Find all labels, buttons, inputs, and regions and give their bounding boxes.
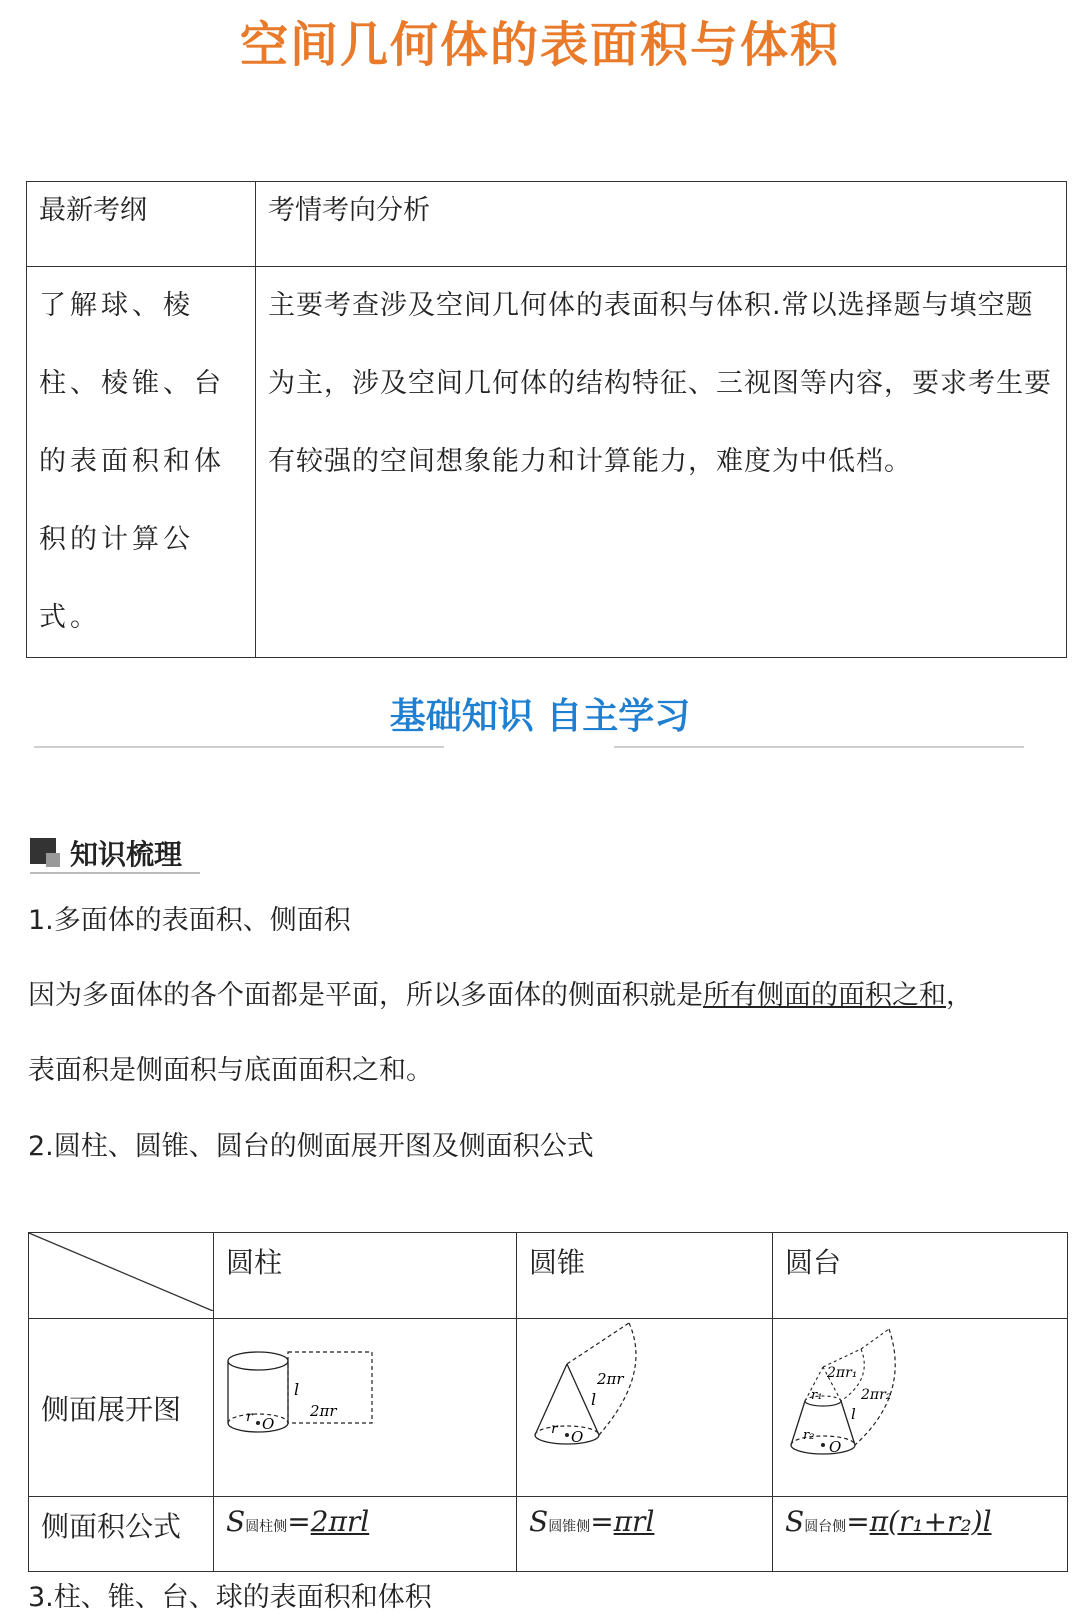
section-rule-left xyxy=(34,746,444,748)
formula-cone-eq: = xyxy=(590,1505,614,1538)
formula-cyl-eq: = xyxy=(287,1505,311,1538)
header-outline: 最新考纲 xyxy=(27,182,256,267)
subsection-rule xyxy=(30,872,200,874)
subsection-title: 知识梳理 xyxy=(70,838,183,871)
formula-cone xyxy=(517,1497,773,1572)
frustum-label-o: O xyxy=(829,1438,842,1456)
exam-outline-table xyxy=(26,181,1067,658)
formula-frustum xyxy=(773,1497,1068,1572)
cone-label-l: l xyxy=(591,1390,597,1409)
analysis-text: 主要考查涉及空间几何体的表面积与体积.常以选择题与填空题为主，涉及空间几何体的结构特征、三视图等内容，要求考生要有较强的空间想象能力和计算能力，难度为中低档。 xyxy=(256,267,1067,658)
formula-cone-sub: 圆锥侧 xyxy=(548,1519,591,1535)
row-label-formula: 侧面积公式 xyxy=(29,1497,214,1572)
item1-text-line2: 表面积是侧面积与底面面积之和。 xyxy=(28,1055,433,1086)
outline-text: 了解球、棱柱、棱锥、台的表面积和体积的计算公式。 xyxy=(27,267,256,658)
section-rule-right xyxy=(614,746,1024,748)
frustum-label-2pir2: 2πr₂ xyxy=(861,1387,892,1403)
formula-frustum-sub: 圆台侧 xyxy=(804,1519,847,1535)
cone-label-o: O xyxy=(571,1428,584,1446)
formula-frustum-rhs: π(r₁+r₂)l xyxy=(869,1505,992,1538)
item1-text-after: ， xyxy=(946,980,973,1011)
formula-cyl-rhs: 2πrl xyxy=(310,1505,370,1538)
cylinder-diagram xyxy=(214,1319,517,1497)
item2-heading: 2.圆柱、圆锥、圆台的侧面展开图及侧面积公式 xyxy=(28,1131,594,1162)
cone-label-r: r xyxy=(551,1421,558,1437)
header-analysis: 考情考向分析 xyxy=(256,182,1067,267)
diagonal-line xyxy=(29,1233,213,1311)
cone-label-2pir: 2πr xyxy=(597,1370,624,1388)
cone-diagram xyxy=(517,1319,773,1497)
item1-heading: 1.多面体的表面积、侧面积 xyxy=(28,905,351,936)
col-frustum: 圆台 xyxy=(773,1233,1068,1319)
formula-frustum-eq: = xyxy=(846,1505,870,1538)
formula-cone-lhs: S xyxy=(529,1505,549,1538)
frustum-label-2pir1: 2πr₁ xyxy=(827,1365,858,1381)
item1-text-underlined: 所有侧面的面积之和 xyxy=(703,980,946,1011)
formula-frustum-lhs: S xyxy=(785,1505,805,1538)
square-accent-icon xyxy=(46,853,60,867)
cyl-label-l: l xyxy=(294,1380,300,1399)
formula-cylinder xyxy=(214,1497,517,1572)
row-label-development: 侧面展开图 xyxy=(29,1319,214,1497)
corner-cell xyxy=(29,1233,214,1319)
formula-cone-rhs: πrl xyxy=(613,1505,655,1538)
cyl-label-o: O xyxy=(262,1415,275,1433)
formula-cyl-sub: 圆柱侧 xyxy=(245,1519,288,1535)
item3-heading: 3.柱、锥、台、球的表面积和体积 xyxy=(28,1582,432,1613)
formula-cyl-lhs: S xyxy=(226,1505,246,1538)
frustum-diagram xyxy=(773,1319,1068,1497)
frustum-label-r2: r₂ xyxy=(803,1428,815,1443)
col-cylinder: 圆柱 xyxy=(214,1233,517,1319)
frustum-label-l: l xyxy=(851,1405,856,1423)
col-cone: 圆锥 xyxy=(517,1233,773,1319)
solids-table xyxy=(28,1232,1068,1572)
cyl-label-2pir: 2πr xyxy=(310,1402,337,1420)
cyl-label-r: r xyxy=(246,1409,253,1425)
section-title: 基础知识 自主学习 xyxy=(389,696,691,737)
frustum-label-r1: r₁ xyxy=(811,1388,823,1403)
item1-text xyxy=(28,973,973,1012)
page-title: 空间几何体的表面积与体积 xyxy=(239,17,840,73)
item1-text-before: 因为多面体的各个面都是平面，所以多面体的侧面积就是 xyxy=(28,980,703,1011)
